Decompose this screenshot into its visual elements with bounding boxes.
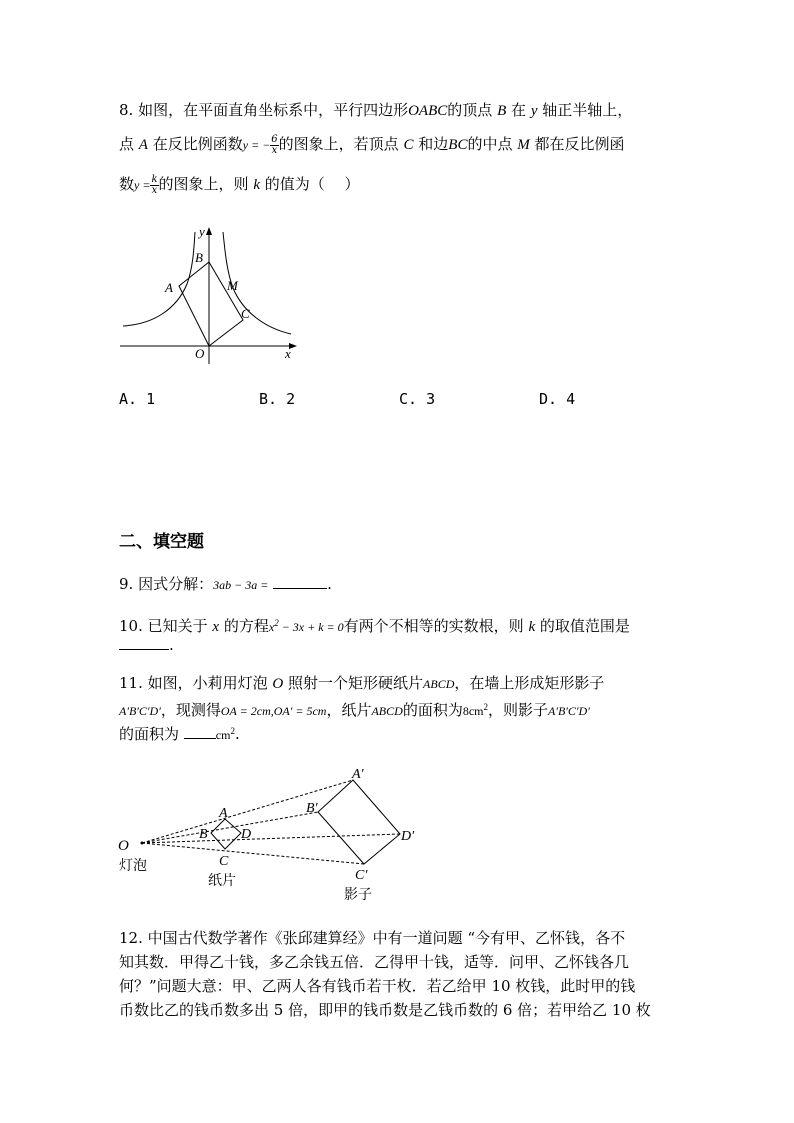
fig-label-b-prime: B′ bbox=[306, 801, 318, 816]
q12-line-3: 何？”问题大意：甲、乙两人各有钱币若干枚．若乙给甲 10 枚钱，此时甲的钱 bbox=[119, 977, 636, 995]
light-rays bbox=[142, 780, 400, 864]
y-axis-arrow-icon bbox=[206, 227, 212, 235]
q8-figure bbox=[115, 222, 305, 368]
fig-label-bulb: 灯泡 bbox=[119, 859, 147, 874]
fig-label-a: A bbox=[219, 806, 228, 821]
q8-option-a[interactable]: A. 1 bbox=[119, 390, 156, 408]
q8-text: 点 bbox=[119, 135, 135, 153]
q12-line-2: 知其数．甲得乙十钱，多乙余钱五倍．乙得甲十钱，适等．问甲、乙怀钱各几 bbox=[119, 953, 630, 971]
q11-text: . bbox=[234, 725, 240, 743]
fig-label-c-prime: C′ bbox=[355, 868, 368, 883]
q10-text: 的方程 bbox=[223, 617, 269, 635]
q11-figure bbox=[115, 762, 425, 907]
q10-line-1 bbox=[119, 613, 630, 637]
fig-label-a: A bbox=[165, 280, 173, 295]
q11-unit: $cm^2$ bbox=[215, 726, 235, 742]
fig-label-x: x bbox=[285, 346, 291, 361]
bulb-point bbox=[141, 842, 144, 845]
q9-answer-blank[interactable] bbox=[273, 574, 327, 589]
fraction-denominator: x bbox=[151, 184, 158, 196]
q8-text: 的顶点 bbox=[447, 101, 493, 119]
q11-rect-abcd: ABCD bbox=[371, 704, 403, 718]
q8-text: 都在反比例函 bbox=[534, 135, 625, 153]
q10-text: 的取值范围是 bbox=[539, 617, 630, 635]
fig-label-shadow: 影子 bbox=[344, 888, 372, 903]
q8-point-b: B bbox=[497, 103, 507, 119]
q8-text: 的值为（ ） bbox=[264, 175, 360, 193]
q8-function-fraction bbox=[270, 135, 278, 156]
q11-rect-abcd: ABCD bbox=[423, 677, 455, 691]
q8-text: 数 bbox=[119, 175, 135, 193]
fig-label-o: O bbox=[195, 346, 205, 361]
parallelogram-oabc bbox=[179, 262, 243, 346]
q9-line bbox=[119, 574, 332, 595]
q11-text: 照射一个矩形硬纸片 bbox=[288, 674, 424, 692]
q11-bulb-o: O bbox=[272, 676, 284, 692]
q11-answer-blank[interactable] bbox=[184, 724, 216, 739]
q8-text: 的图象上，若顶点 bbox=[278, 135, 399, 153]
fig-label-paper: 纸片 bbox=[208, 874, 236, 889]
q8-text: 和边 bbox=[418, 135, 449, 153]
q8-option-d[interactable]: D. 4 bbox=[539, 390, 576, 408]
q8-point-c: C bbox=[403, 137, 414, 153]
q8-var-k: k bbox=[253, 177, 260, 193]
q10-text: 10. 已知关于 bbox=[119, 617, 208, 635]
q9-text: 9. 因式分解： bbox=[119, 575, 214, 593]
q10-var-k: k bbox=[528, 619, 536, 635]
fig-label-y: y bbox=[199, 224, 205, 239]
q11-text: ，则影子 bbox=[488, 701, 549, 719]
q8-point-a: A bbox=[138, 137, 148, 153]
q11-line-2 bbox=[119, 697, 590, 721]
q8-text: 的图象上，则 bbox=[158, 175, 249, 193]
fraction-numerator: k bbox=[151, 173, 158, 185]
q11-text: 11. 如图，小莉用灯泡 bbox=[119, 674, 268, 692]
q8-option-c[interactable]: C. 3 bbox=[399, 390, 436, 408]
q11-text: 的面积为 bbox=[119, 725, 180, 743]
fig-label-b: B bbox=[195, 250, 203, 265]
q10-line-2 bbox=[119, 635, 174, 655]
q8-function-fraction bbox=[150, 175, 158, 196]
rect-shadow bbox=[318, 780, 400, 864]
q11-area: $8cm^2$ bbox=[462, 702, 488, 718]
q8-line-2 bbox=[119, 134, 625, 156]
q8-text: 8. 如图，在平面直角坐标系中，平行四边形 bbox=[119, 101, 409, 119]
q9-expression: 3ab − 3a = bbox=[213, 578, 269, 592]
q8-text: 轴正半轴上， bbox=[542, 101, 633, 119]
q10-eq-rest: − 3x + k = 0 bbox=[278, 620, 344, 634]
q10-var-x: x bbox=[212, 619, 220, 635]
fig-label-d: D bbox=[241, 827, 252, 842]
q11-line-1 bbox=[119, 673, 604, 694]
fig-label-c: C bbox=[219, 854, 229, 869]
q9-text: . bbox=[327, 575, 332, 593]
q8-option-b[interactable]: B. 2 bbox=[259, 390, 296, 408]
q11-shadow-name: A′B′C′D′ bbox=[548, 704, 590, 718]
q11-shadow-name: A′B′C′D′ bbox=[119, 704, 161, 718]
fig-label-m: M bbox=[227, 278, 238, 293]
q10-eq-x: x bbox=[268, 620, 275, 634]
q12-line-4: 币数比乙的钱币数多出 5 倍，即甲的钱币数是乙钱币数的 6 倍；若甲给乙 10 枚 bbox=[119, 1001, 651, 1019]
q11-text: ，现测得 bbox=[160, 701, 221, 719]
q8-side-bc: BC bbox=[448, 137, 468, 153]
q11-text: ，纸片 bbox=[326, 701, 372, 719]
q8-axis-y: y bbox=[530, 103, 538, 119]
q11-area-value: 8cm bbox=[462, 704, 484, 718]
fig-label-d-prime: D′ bbox=[401, 829, 415, 844]
left-hyperbola-curve bbox=[123, 232, 195, 326]
fig-label-o: O bbox=[118, 838, 129, 854]
q10-text: . bbox=[169, 636, 174, 654]
q10-equation: $x^2 - 3x + k = 0$ bbox=[268, 618, 344, 634]
q10-text: 有两个不相等的实数根，则 bbox=[343, 617, 524, 635]
q8-point-m: M bbox=[517, 137, 530, 153]
q8-function-lhs: y = − bbox=[242, 138, 271, 152]
q8-shape-name: OABC bbox=[408, 103, 448, 119]
q8-text: 的中点 bbox=[467, 135, 513, 153]
section-title: 二、填空题 bbox=[119, 532, 204, 552]
fraction-numerator: 6 bbox=[271, 133, 278, 145]
fig-label-c: C bbox=[241, 306, 250, 321]
q11-text: ，在墙上形成矩形影子 bbox=[454, 674, 605, 692]
q8-line-3 bbox=[119, 174, 360, 196]
q11-text: 的面积为 bbox=[402, 701, 463, 719]
q11-unit-text: cm bbox=[215, 728, 231, 742]
q11-line-3 bbox=[119, 721, 240, 745]
q8-line-1 bbox=[119, 100, 632, 121]
q8-text: 在 bbox=[511, 101, 527, 119]
q12-line-1: 12. 中国古代数学著作《张邱建算经》中有一道问题 “今有甲、乙怀钱，各不 bbox=[119, 929, 626, 947]
fig-label-b: B bbox=[199, 827, 208, 842]
rect-abcd bbox=[211, 819, 241, 849]
q8-function-lhs: y = bbox=[134, 178, 151, 192]
q10-answer-blank[interactable] bbox=[119, 635, 169, 650]
q11-measurements: OA = 2cm,OA′ = 5cm bbox=[220, 704, 327, 718]
fraction-denominator: x bbox=[271, 144, 278, 156]
fig-label-a-prime: A′ bbox=[352, 767, 364, 782]
q8-text: 在反比例函数 bbox=[152, 135, 243, 153]
